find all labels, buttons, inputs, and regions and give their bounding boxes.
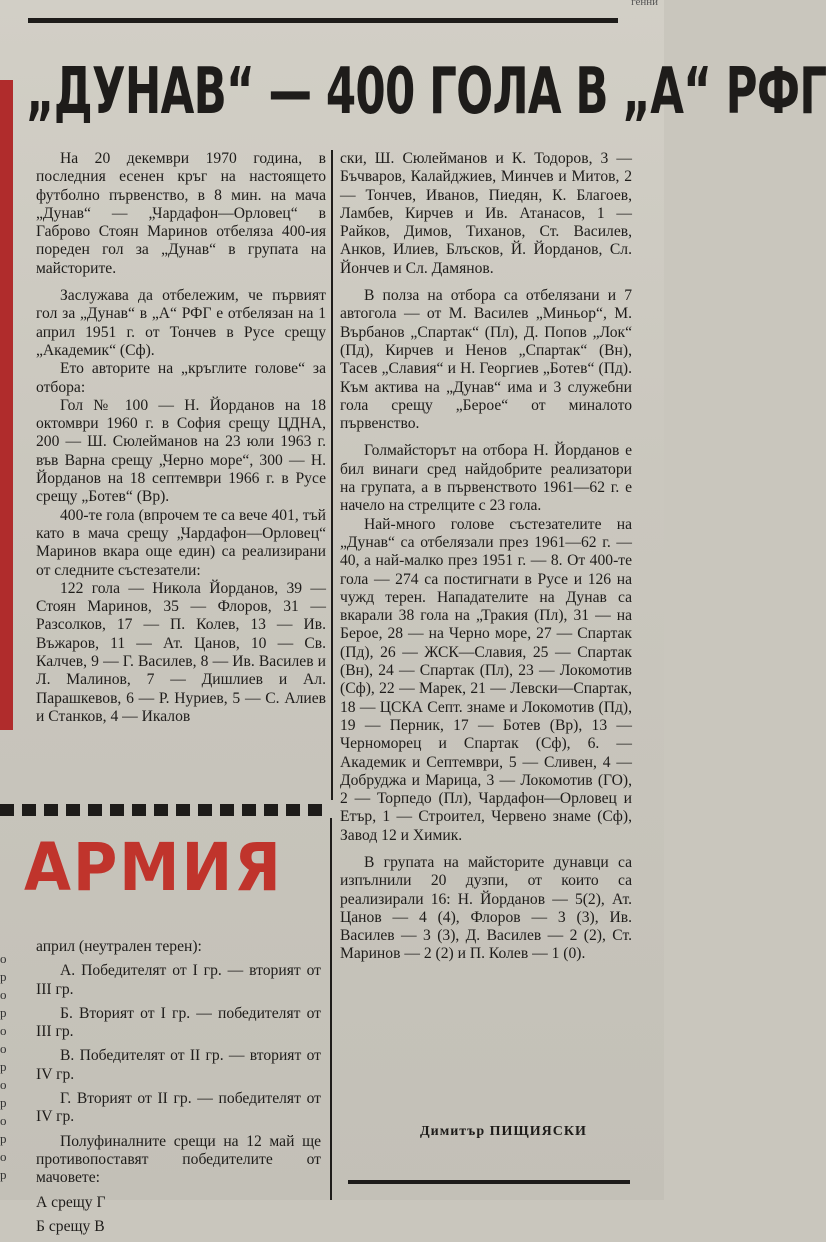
paragraph: ски, Ш. Сюлейманов и К. Тодоров, 3 — Бъчваров, Калайджиев, Минчев и Митов, 2 — Тончев, Иванов, Пиедян, К. Благоев, Ламбев, Кирчев и Ив. Атанасов, 1 — Райков, Димов, Тиханов, Ст. Василев, Анков, Илиев, Блъсков, Й. Йорданов, Сл. Йончев и Сл. Дамянов. xyxy=(340,150,632,277)
corner-fragment: генни xyxy=(631,0,658,8)
dashed-separator xyxy=(0,804,330,816)
list-item: Б срещу В xyxy=(36,1217,105,1235)
article-column-1 xyxy=(36,150,326,726)
list-item: В. Победителят от II гр. — вторият от IV гр. xyxy=(36,1047,321,1083)
headline: „ДУНАВ“ — 400 ГОЛА В „А“ РФГ xyxy=(26,55,826,129)
paragraph: Голмайсторът на отбора Н. Йорданов е бил винаги сред найдобрите реализатори на групата, а в първенството 1961—62 г. е начело на стрелците с 23 гола. xyxy=(340,442,632,515)
paragraph: Гол № 100 — Н. Йорданов на 18 октомври 1960 г. в София срещу ЦДНА, 200 — Ш. Сюлейманов на 23 юли 1963 г. във Варна срещу „Черно море“, 300 — Н. Йорданов на 18 септември 1966 г. в Русе срещу „Ботев“ (Вр). xyxy=(36,396,326,506)
paragraph: Ето авторите на „кръглите голове“ за отбора: xyxy=(36,360,326,396)
top-rule xyxy=(28,18,618,23)
paragraph: Най-много голове състезателите на „Дунав“ са отбелязали през 1961—62 г. — 40, а най-малко през 1951 г. — 8. От 400-те гола — 274 са постигнати в Русе и 126 на чужд терен. Нападателите на Дунав са вкарали 38 гола на „Тракия (Пл), 31 — на Берое, 28 — на Черно море, 27 — Спартак (Пд), 26 — ЖСК—Славия, 25 — Спартак (Вн), 24 — Спартак (Пл), 23 — Локомотив (Сф), 22 — Марек, 21 — Левски—Спартак, 18 — ЦСКА Септ. знаме и Локомотив (Пд), 19 — Перник, 17 — Ботев (Вр), 13 — Черноморец и Спартак (Сф), 6. — Академик и Септември, 5 — Сливен, 4 — Добруджа и Марица, 3 — Локомотив (ГО), 2 — Торпедо (Пл), Чардафон—Орловец и Етър, 1 — Строител, Червено знаме (Сф), Завод 12 и Химик. xyxy=(340,515,632,844)
paragraph: В групата на майсторите дунавци са изпълнили 20 дузпи, от които са реализирали 16: Н. Йорданов — 5(2), Ат. Цанов — 4 (4), Флоров — 3 (3), Ив. Василев — 3 (3), Д. Василев — 2 (2), Ст. Маринов — 2 (2) и П. Колев — 1 (0). xyxy=(340,853,632,963)
paragraph: В полза на отбора са отбелязани и 7 автогола — от М. Василев „Миньор“, М. Върбанов „Спартак“ (Пл), Д. Попов „Лок“ (Пд), Кирчев и Ненов „Спартак“ (Вн), Тасев „Славия“ и Н. Георгиев „Ботев“ (Пд). Към актива на „Дунав“ има и 3 служебни гола срещу „Берое“ от миналото първенство. xyxy=(340,287,632,433)
list-item: април (неутрален терен): xyxy=(36,938,202,955)
bottom-rule xyxy=(348,1180,630,1184)
paragraph: Заслужава да отбележим, че първият гол за „Дунав“ в „А“ РФГ е отбелязан на 1 април 1951 г. от Тончев в Русе срещу „Академик“ (Сф). xyxy=(36,287,326,359)
list-item: Полуфиналните срещи на 12 май ще противопоставят победителите от мачовете: xyxy=(36,1132,321,1187)
sidebar-divider xyxy=(330,818,332,1200)
article-column-2 xyxy=(340,150,632,964)
column-divider xyxy=(331,150,333,800)
list-item: Б. Вторият от I гр. — победителят от III гр. xyxy=(36,1004,321,1041)
paragraph: 122 гола — Никола Йорданов, 39 — Стоян Маринов, 35 — Флоров, 31 — Разсолков, 17 — П. Колев, 13 — Ив. Въжаров, 11 — Ат. Цанов, 10 — Св. Калчев, 9 — Г. Василев, 8 — Ив. Василев и Л. Малинов, 7 — Дишлиев и Ал. Парашкевов, 6 — Р. Нуриев, 5 — С. Алиев и Станков, 4 — Икалов xyxy=(36,579,326,725)
sidebar-title: АРМИЯ xyxy=(24,829,283,906)
paragraph: 400-те гола (впрочем те са вече 401, тъй като в мача срещу „Чардафон—Орловец“ Маринов вкара още един) са реализирани от следните състезатели: xyxy=(36,506,326,579)
list-item: А срещу Г xyxy=(36,1193,106,1211)
paragraph: На 20 декември 1970 година, в последния есенен кръг на настоящето футболно първенство, в 8 мин. на мача „Дунав“ — „Чардафон—Орловец“ в Габрово Стоян Маринов отбеляза 400-ия пореден гол за „Дунав“ в групата на майсторите. xyxy=(36,150,326,277)
list-item: Г. Вторият от II гр. — победителят от IV гр. xyxy=(36,1090,321,1126)
red-margin-strip xyxy=(0,80,13,730)
left-edge-fragments: о р о р о о р о р о р о р xyxy=(0,951,7,1182)
author-signature: Димитър ПИЩИЯСКИ xyxy=(420,1124,587,1139)
sidebar-column xyxy=(36,938,321,1242)
list-item: А. Победителят от I гр. — вторият от III гр. xyxy=(36,962,321,998)
